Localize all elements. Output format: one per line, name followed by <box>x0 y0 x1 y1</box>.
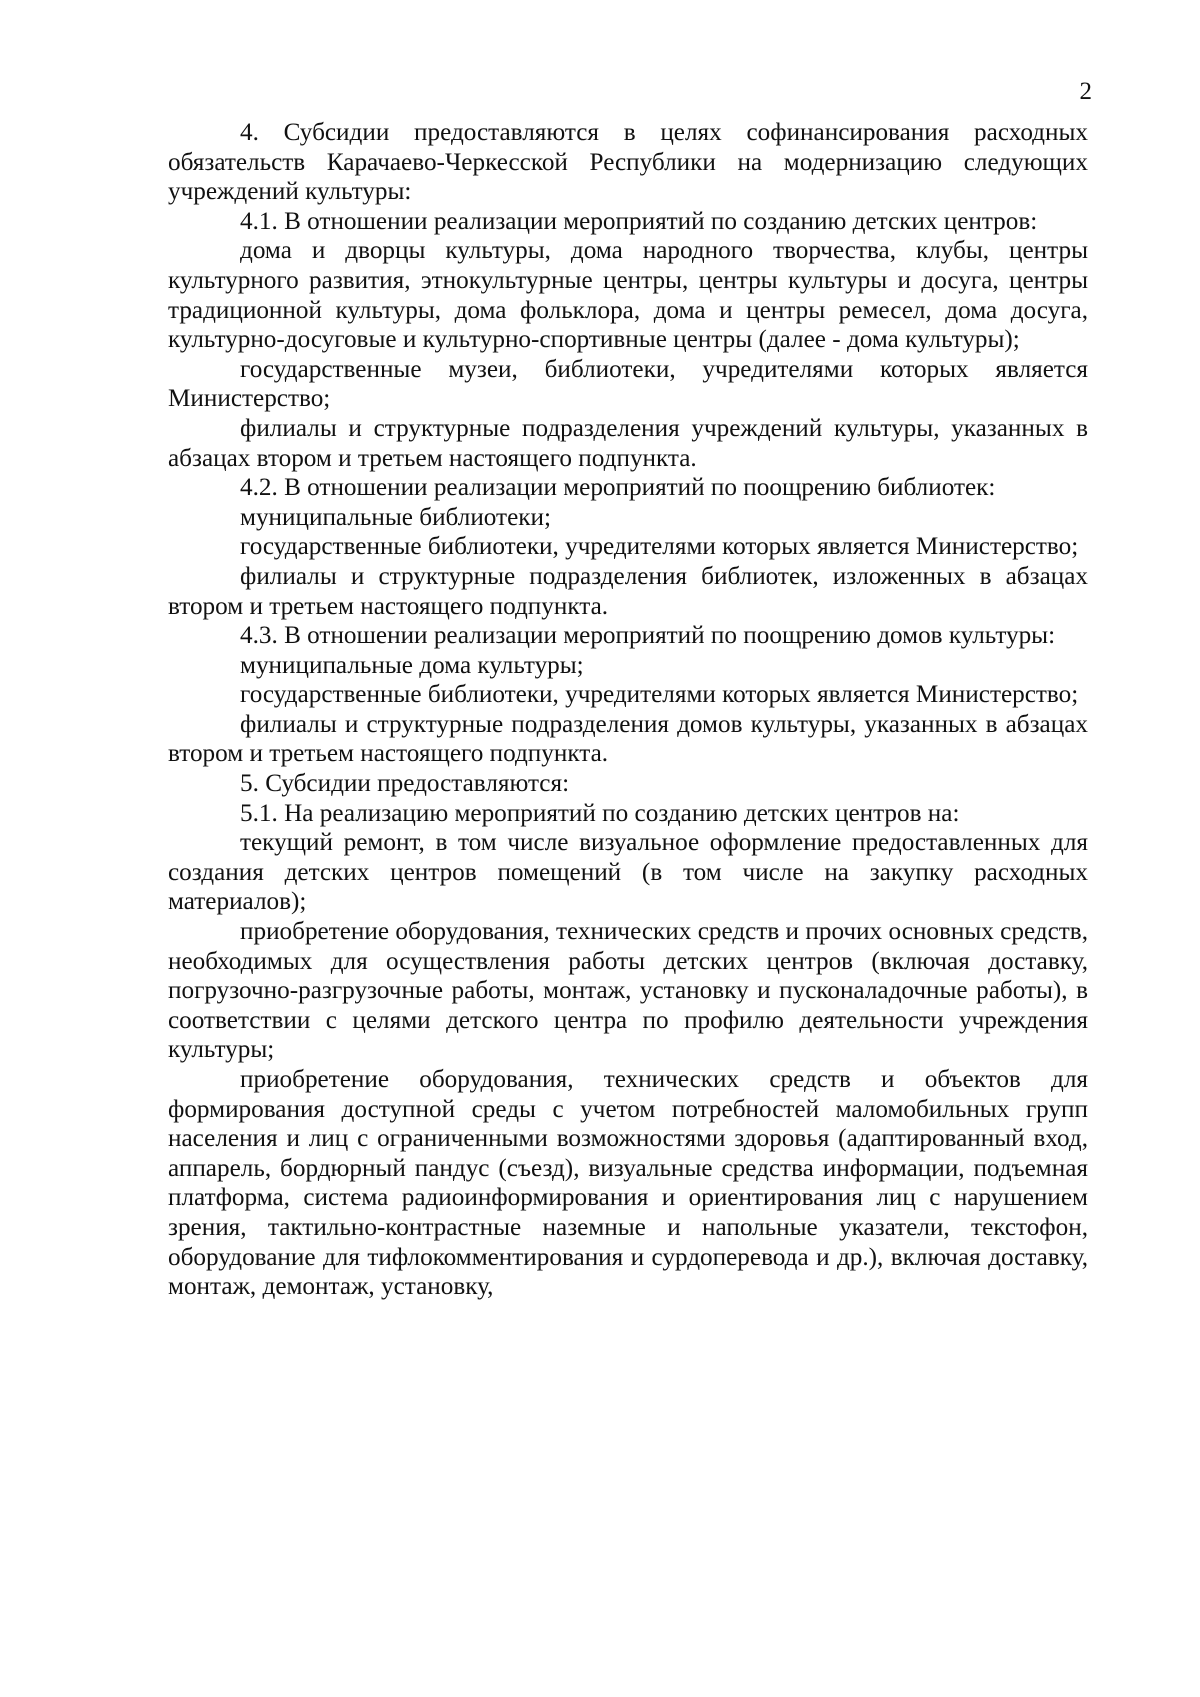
paragraph-5-1-list-item: приобретение оборудования, технических средств и объектов для формирования доступной среды с учетом потребностей маломобильных групп населения и лиц с ограниченными возможностями здоровья (адаптированный вход, аппарель, бордюрный пандус (съезд), визуальные средства информации, подъемная платформа, система радиоинформирования и ориентирования лиц с нарушением зрения, тактильно-контрастные наземные и напольные указатели, текстофон, оборудование для тифлокомментирования и сурдоперевода и др.), включая доставку, монтаж, демонтаж, установку, <box>168 1066 1088 1301</box>
paragraph-4-2: 4.2. В отношении реализации мероприятий по поощрению библиотек: <box>240 474 996 502</box>
paragraph-4-2-list-item: филиалы и структурные подразделения библиотек, изложенных в абзацах втором и третьем настоящего подпункта. <box>168 562 1088 620</box>
paragraph-4-3-list-item: филиалы и структурные подразделения домов культуры, указанных в абзацах втором и третьем настоящего подпункта. <box>168 710 1088 768</box>
paragraph-5-1: 5.1. На реализацию мероприятий по созданию детских центров на: <box>240 799 960 827</box>
paragraph-5-1-list-item: текущий ремонт, в том числе визуальное оформление предоставленных для создания детских центров помещений (в том числе на закупку расходных материалов); <box>168 829 1088 916</box>
paragraph-4: 4. Субсидии предоставляются в целях софинансирования расходных обязательств Карачаево-Черкесской Республики на модернизацию следующих учреждений культуры: <box>168 119 1088 206</box>
paragraph-4-3-list-item: государственные библиотеки, учредителями которых является Министерство; <box>240 681 1079 709</box>
paragraph-5: 5. Субсидии предоставляются: <box>240 770 570 798</box>
paragraph-4-3: 4.3. В отношении реализации мероприятий по поощрению домов культуры: <box>240 622 1056 650</box>
paragraph-5-1-list-item: приобретение оборудования, технических средств и прочих основных средств, необходимых для осуществления работы детских центров (включая доставку, погрузочно-разгрузочные работы, монтаж, установку и пусконаладочные работы), в соответствии с целями детского центра по профилю деятельности учреждения культуры; <box>168 918 1088 1064</box>
paragraph-4-1-list-item: филиалы и структурные подразделения учреждений культуры, указанных в абзацах втором и третьем настоящего подпункта. <box>168 414 1088 472</box>
paragraph-4-1-list-item: государственные музеи, библиотеки, учредителями которых является Министерство; <box>168 355 1088 413</box>
document-body <box>168 118 1088 1302</box>
paragraph-4-3-list-item: муниципальные дома культуры; <box>240 651 584 679</box>
paragraph-4-1: 4.1. В отношении реализации мероприятий по созданию детских центров: <box>240 207 1038 235</box>
paragraph-4-1-list-item: дома и дворцы культуры, дома народного творчества, клубы, центры культурного развития, этнокультурные центры, центры культуры и досуга, центры традиционной культуры, дома фольклора, дома и центры ремесел, дома досуга, культурно-досуговые и культурно-спортивные центры (далее - дома культуры); <box>168 237 1088 354</box>
page-number: 2 <box>1079 78 1092 105</box>
paragraph-4-2-list-item: государственные библиотеки, учредителями которых является Министерство; <box>240 533 1079 561</box>
paragraph-4-2-list-item: муниципальные библиотеки; <box>240 503 551 531</box>
